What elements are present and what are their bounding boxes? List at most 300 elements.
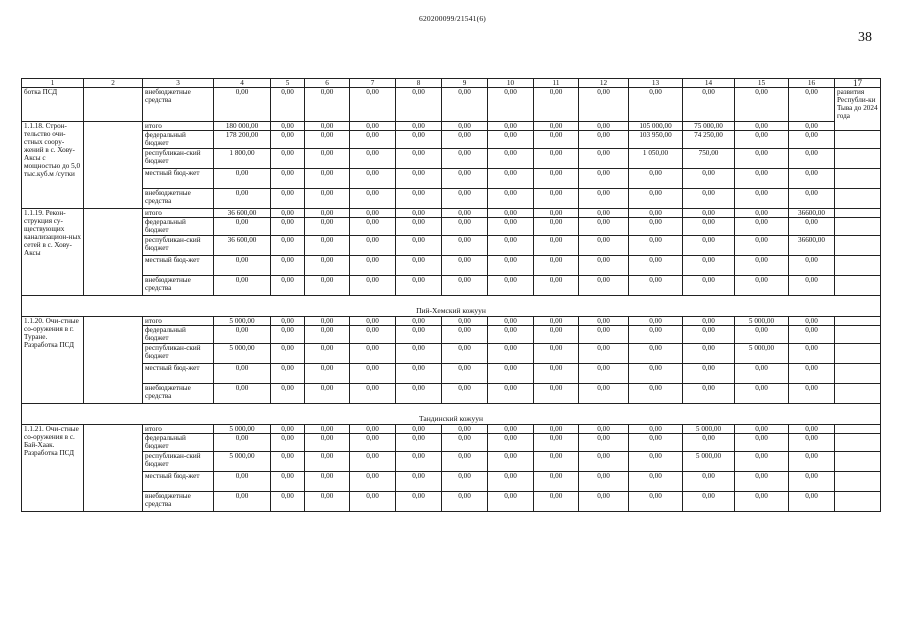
amount-cell: 74 250,00 <box>683 131 735 149</box>
amount-cell: 0,00 <box>534 256 579 276</box>
amount-cell: 0,00 <box>789 344 835 364</box>
amount-cell: 0,00 <box>629 317 683 326</box>
amount-cell: 0,00 <box>214 169 271 189</box>
amount-cell: 0,00 <box>488 364 534 384</box>
amount-cell: 0,00 <box>579 344 629 364</box>
amount-cell: 0,00 <box>396 131 442 149</box>
amount-cell: 75 000,00 <box>683 122 735 131</box>
table-row <box>22 472 881 492</box>
amount-cell: 5 000,00 <box>214 452 271 472</box>
amount-cell: 0,00 <box>683 344 735 364</box>
amount-cell: 0,00 <box>442 122 488 131</box>
amount-cell: 0,00 <box>442 209 488 218</box>
amount-cell: 0,00 <box>305 276 350 296</box>
amount-cell: 0,00 <box>735 256 789 276</box>
amount-cell: 0,00 <box>789 326 835 344</box>
amount-cell: 0,00 <box>442 131 488 149</box>
amount-cell: 0,00 <box>305 384 350 404</box>
amount-cell: 5 000,00 <box>683 425 735 434</box>
column-number: 4 <box>214 79 271 88</box>
amount-cell: 0,00 <box>789 425 835 434</box>
amount-cell: 0,00 <box>350 209 396 218</box>
amount-cell: 0,00 <box>488 452 534 472</box>
result-note <box>835 276 881 296</box>
amount-cell: 0,00 <box>534 472 579 492</box>
page-number: 38 <box>858 30 872 45</box>
amount-cell: 0,00 <box>735 425 789 434</box>
amount-cell: 0,00 <box>442 344 488 364</box>
amount-cell: 0,00 <box>629 189 683 209</box>
amount-cell: 0,00 <box>534 189 579 209</box>
amount-cell: 0,00 <box>629 169 683 189</box>
amount-cell: 0,00 <box>789 384 835 404</box>
amount-cell: 0,00 <box>396 88 442 122</box>
funding-source: федеральный бюджет <box>143 326 214 344</box>
responsible-cell <box>84 209 143 296</box>
column-number: 10 <box>488 79 534 88</box>
column-number: 1 <box>22 79 84 88</box>
funding-source: внебюджетные средства <box>143 189 214 209</box>
amount-cell: 0,00 <box>350 317 396 326</box>
column-number: 13 <box>629 79 683 88</box>
funding-source: федеральный бюджет <box>143 434 214 452</box>
table-row <box>22 492 881 512</box>
amount-cell: 0,00 <box>579 276 629 296</box>
result-note <box>835 209 881 218</box>
amount-cell: 0,00 <box>305 122 350 131</box>
amount-cell: 0,00 <box>350 169 396 189</box>
amount-cell: 0,00 <box>396 317 442 326</box>
amount-cell: 0,00 <box>442 189 488 209</box>
amount-cell: 0,00 <box>305 326 350 344</box>
amount-cell: 0,00 <box>629 209 683 218</box>
amount-cell: 0,00 <box>735 472 789 492</box>
result-note <box>835 236 881 256</box>
amount-cell: 0,00 <box>534 276 579 296</box>
amount-cell: 0,00 <box>396 149 442 169</box>
amount-cell: 0,00 <box>350 256 396 276</box>
amount-cell: 0,00 <box>579 425 629 434</box>
responsible-cell <box>84 317 143 404</box>
funding-source: местный бюд-жет <box>143 256 214 276</box>
amount-cell: 5 000,00 <box>214 317 271 326</box>
amount-cell: 5 000,00 <box>214 425 271 434</box>
responsible-cell <box>84 122 143 209</box>
amount-cell: 0,00 <box>579 326 629 344</box>
amount-cell: 0,00 <box>629 472 683 492</box>
column-number-row <box>22 79 881 88</box>
amount-cell: 0,00 <box>579 236 629 256</box>
amount-cell: 0,00 <box>789 317 835 326</box>
amount-cell: 0,00 <box>629 434 683 452</box>
amount-cell: 0,00 <box>534 122 579 131</box>
amount-cell: 0,00 <box>442 317 488 326</box>
amount-cell: 0,00 <box>579 472 629 492</box>
measure-name: 1.1.18. Строн-тельство очи-стных соору-жений в с. Хову-Аксы с мощностью до 5,0 тыс.куб.м /сутки <box>22 122 84 209</box>
amount-cell: 0,00 <box>579 256 629 276</box>
amount-cell: 0,00 <box>271 384 305 404</box>
amount-cell: 0,00 <box>396 256 442 276</box>
result-note <box>835 169 881 189</box>
amount-cell: 5 000,00 <box>214 344 271 364</box>
amount-cell: 0,00 <box>579 189 629 209</box>
amount-cell: 0,00 <box>534 425 579 434</box>
measure-name: 1.1.19. Рекон-струкция су-ществующих канализацион-ных сетей в с. Хову-Аксы <box>22 209 84 296</box>
amount-cell: 0,00 <box>350 434 396 452</box>
amount-cell: 0,00 <box>305 425 350 434</box>
amount-cell: 0,00 <box>305 364 350 384</box>
amount-cell: 0,00 <box>271 209 305 218</box>
amount-cell: 0,00 <box>789 492 835 512</box>
amount-cell: 0,00 <box>305 434 350 452</box>
amount-cell: 0,00 <box>396 384 442 404</box>
amount-cell: 0,00 <box>396 189 442 209</box>
amount-cell: 0,00 <box>629 236 683 256</box>
amount-cell: 0,00 <box>683 472 735 492</box>
column-number: 8 <box>396 79 442 88</box>
amount-cell: 0,00 <box>488 169 534 189</box>
column-number: 11 <box>534 79 579 88</box>
amount-cell: 0,00 <box>488 189 534 209</box>
amount-cell: 0,00 <box>789 169 835 189</box>
amount-cell: 0,00 <box>579 452 629 472</box>
funding-source: итого <box>143 317 214 326</box>
amount-cell: 0,00 <box>305 317 350 326</box>
amount-cell: 0,00 <box>629 452 683 472</box>
amount-cell: 0,00 <box>579 317 629 326</box>
amount-cell: 0,00 <box>789 218 835 236</box>
funding-source: внебюджетные средства <box>143 492 214 512</box>
amount-cell: 103 950,00 <box>629 131 683 149</box>
funding-source: республикан-ский бюджет <box>143 236 214 256</box>
amount-cell: 0,00 <box>735 364 789 384</box>
amount-cell: 0,00 <box>735 434 789 452</box>
amount-cell: 36600,00 <box>789 209 835 218</box>
amount-cell: 0,00 <box>735 189 789 209</box>
funding-source: внебюджетные средства <box>143 88 214 122</box>
amount-cell: 0,00 <box>683 492 735 512</box>
amount-cell: 0,00 <box>442 434 488 452</box>
result-note <box>835 384 881 404</box>
amount-cell: 0,00 <box>683 189 735 209</box>
amount-cell: 0,00 <box>488 344 534 364</box>
amount-cell: 0,00 <box>789 131 835 149</box>
column-number: 6 <box>305 79 350 88</box>
amount-cell: 0,00 <box>214 88 271 122</box>
amount-cell: 0,00 <box>683 276 735 296</box>
amount-cell: 1 050,00 <box>629 149 683 169</box>
amount-cell: 0,00 <box>683 317 735 326</box>
column-number: 2 <box>84 79 143 88</box>
amount-cell: 0,00 <box>396 472 442 492</box>
amount-cell: 750,00 <box>683 149 735 169</box>
amount-cell: 0,00 <box>396 326 442 344</box>
amount-cell: 0,00 <box>271 492 305 512</box>
amount-cell: 0,00 <box>629 344 683 364</box>
amount-cell: 36 600,00 <box>214 209 271 218</box>
amount-cell: 0,00 <box>271 276 305 296</box>
amount-cell: 0,00 <box>350 425 396 434</box>
funding-source: итого <box>143 209 214 218</box>
amount-cell: 180 000,00 <box>214 122 271 131</box>
result-note <box>835 131 881 149</box>
amount-cell: 0,00 <box>271 364 305 384</box>
amount-cell: 0,00 <box>488 88 534 122</box>
table-row <box>22 434 881 452</box>
funding-source: итого <box>143 122 214 131</box>
amount-cell: 0,00 <box>442 149 488 169</box>
amount-cell: 0,00 <box>579 434 629 452</box>
result-note <box>835 317 881 326</box>
table-row <box>22 364 881 384</box>
amount-cell: 0,00 <box>735 131 789 149</box>
amount-cell: 0,00 <box>629 326 683 344</box>
amount-cell: 0,00 <box>534 452 579 472</box>
amount-cell: 0,00 <box>350 276 396 296</box>
measure-name: 1.1.20. Очи-стные со-оружения в г. Туране. Разработка ПСД <box>22 317 84 404</box>
column-number: 15 <box>735 79 789 88</box>
amount-cell: 0,00 <box>579 88 629 122</box>
amount-cell: 0,00 <box>488 492 534 512</box>
amount-cell: 5 000,00 <box>735 344 789 364</box>
amount-cell: 0,00 <box>789 149 835 169</box>
amount-cell: 0,00 <box>683 88 735 122</box>
amount-cell: 5 000,00 <box>735 317 789 326</box>
amount-cell: 0,00 <box>442 326 488 344</box>
amount-cell: 0,00 <box>305 189 350 209</box>
amount-cell: 0,00 <box>396 425 442 434</box>
amount-cell: 0,00 <box>350 149 396 169</box>
amount-cell: 0,00 <box>488 256 534 276</box>
funding-source: внебюджетные средства <box>143 276 214 296</box>
result-note <box>835 492 881 512</box>
amount-cell: 0,00 <box>534 218 579 236</box>
amount-cell: 0,00 <box>579 218 629 236</box>
amount-cell: 0,00 <box>629 384 683 404</box>
column-number: 16 <box>789 79 835 88</box>
amount-cell: 0,00 <box>271 326 305 344</box>
amount-cell: 0,00 <box>534 384 579 404</box>
table-row <box>22 344 881 364</box>
table-row <box>22 122 881 131</box>
table-row <box>22 236 881 256</box>
amount-cell: 0,00 <box>396 218 442 236</box>
amount-cell: 0,00 <box>735 218 789 236</box>
amount-cell: 0,00 <box>271 88 305 122</box>
budget-table <box>21 78 881 512</box>
responsible-cell <box>84 88 143 122</box>
amount-cell: 105 000,00 <box>629 122 683 131</box>
amount-cell: 0,00 <box>579 169 629 189</box>
amount-cell: 0,00 <box>579 149 629 169</box>
amount-cell: 0,00 <box>350 344 396 364</box>
funding-source: федеральный бюджет <box>143 131 214 149</box>
amount-cell: 0,00 <box>629 364 683 384</box>
amount-cell: 0,00 <box>629 492 683 512</box>
column-number: 14 <box>683 79 735 88</box>
amount-cell: 0,00 <box>579 384 629 404</box>
amount-cell: 0,00 <box>488 122 534 131</box>
amount-cell: 0,00 <box>683 218 735 236</box>
amount-cell: 0,00 <box>735 236 789 256</box>
section-row <box>22 296 881 317</box>
amount-cell: 0,00 <box>396 452 442 472</box>
document-code: 620200099/21541(6) <box>419 14 486 23</box>
amount-cell: 0,00 <box>214 276 271 296</box>
table-body <box>22 79 881 512</box>
amount-cell: 0,00 <box>488 276 534 296</box>
funding-source: республикан-ский бюджет <box>143 149 214 169</box>
amount-cell: 0,00 <box>396 209 442 218</box>
amount-cell: 0,00 <box>488 425 534 434</box>
amount-cell: 0,00 <box>534 317 579 326</box>
result-note <box>835 256 881 276</box>
table-row <box>22 209 881 218</box>
amount-cell: 0,00 <box>350 472 396 492</box>
result-note <box>835 344 881 364</box>
amount-cell: 0,00 <box>442 256 488 276</box>
amount-cell: 0,00 <box>683 209 735 218</box>
column-number: 7 <box>350 79 396 88</box>
amount-cell: 0,00 <box>214 384 271 404</box>
result-note <box>835 149 881 169</box>
table-row <box>22 256 881 276</box>
amount-cell: 0,00 <box>214 472 271 492</box>
amount-cell: 0,00 <box>271 425 305 434</box>
funding-source: местный бюд-жет <box>143 364 214 384</box>
amount-cell: 0,00 <box>534 364 579 384</box>
amount-cell: 0,00 <box>735 492 789 512</box>
amount-cell: 0,00 <box>271 434 305 452</box>
amount-cell: 0,00 <box>442 88 488 122</box>
amount-cell: 0,00 <box>305 131 350 149</box>
amount-cell: 0,00 <box>350 492 396 512</box>
result-note: развития Республи-ки Тыва до 2024 года <box>835 88 881 131</box>
amount-cell: 0,00 <box>683 384 735 404</box>
amount-cell: 0,00 <box>271 149 305 169</box>
amount-cell: 0,00 <box>396 169 442 189</box>
amount-cell: 0,00 <box>350 131 396 149</box>
amount-cell: 0,00 <box>789 256 835 276</box>
column-number: 17 <box>835 79 881 88</box>
amount-cell: 0,00 <box>534 149 579 169</box>
amount-cell: 0,00 <box>396 492 442 512</box>
amount-cell: 0,00 <box>271 452 305 472</box>
amount-cell: 0,00 <box>579 492 629 512</box>
table-row <box>22 317 881 326</box>
amount-cell: 0,00 <box>214 434 271 452</box>
amount-cell: 0,00 <box>789 122 835 131</box>
amount-cell: 0,00 <box>629 218 683 236</box>
funding-source: республикан-ский бюджет <box>143 452 214 472</box>
amount-cell: 0,00 <box>271 131 305 149</box>
amount-cell: 0,00 <box>214 218 271 236</box>
result-note <box>835 364 881 384</box>
amount-cell: 0,00 <box>271 122 305 131</box>
responsible-cell <box>84 425 143 512</box>
amount-cell: 0,00 <box>534 434 579 452</box>
amount-cell: 0,00 <box>488 326 534 344</box>
result-note <box>835 472 881 492</box>
amount-cell: 0,00 <box>271 236 305 256</box>
amount-cell: 0,00 <box>789 434 835 452</box>
amount-cell: 0,00 <box>579 364 629 384</box>
amount-cell: 0,00 <box>534 344 579 364</box>
amount-cell: 0,00 <box>214 492 271 512</box>
amount-cell: 0,00 <box>735 384 789 404</box>
table-row <box>22 218 881 236</box>
funding-source: итого <box>143 425 214 434</box>
section-title: Пий-Хемский кожуун <box>22 296 881 317</box>
table-row <box>22 326 881 344</box>
amount-cell: 0,00 <box>271 189 305 209</box>
amount-cell: 0,00 <box>534 131 579 149</box>
amount-cell: 178 200,00 <box>214 131 271 149</box>
table-row <box>22 425 881 434</box>
amount-cell: 0,00 <box>629 425 683 434</box>
amount-cell: 0,00 <box>488 149 534 169</box>
amount-cell: 0,00 <box>350 218 396 236</box>
column-number: 5 <box>271 79 305 88</box>
amount-cell: 0,00 <box>629 256 683 276</box>
amount-cell: 0,00 <box>735 326 789 344</box>
amount-cell: 0,00 <box>396 276 442 296</box>
amount-cell: 0,00 <box>305 256 350 276</box>
section-row <box>22 404 881 425</box>
amount-cell: 0,00 <box>396 236 442 256</box>
amount-cell: 0,00 <box>534 209 579 218</box>
funding-source: местный бюд-жет <box>143 472 214 492</box>
amount-cell: 0,00 <box>214 256 271 276</box>
amount-cell: 0,00 <box>442 452 488 472</box>
result-note <box>835 326 881 344</box>
table-row <box>22 276 881 296</box>
amount-cell: 0,00 <box>789 88 835 122</box>
amount-cell: 0,00 <box>683 326 735 344</box>
amount-cell: 0,00 <box>214 189 271 209</box>
amount-cell: 0,00 <box>350 88 396 122</box>
amount-cell: 0,00 <box>350 364 396 384</box>
amount-cell: 0,00 <box>350 122 396 131</box>
result-note <box>835 425 881 434</box>
measure-name: 1.1.21. Очи-стные со-оружения в с. Бай-Хаак. Разработка ПСД <box>22 425 84 512</box>
amount-cell: 0,00 <box>271 218 305 236</box>
amount-cell: 0,00 <box>534 326 579 344</box>
amount-cell: 0,00 <box>488 472 534 492</box>
amount-cell: 0,00 <box>271 256 305 276</box>
amount-cell: 0,00 <box>350 189 396 209</box>
amount-cell: 0,00 <box>305 344 350 364</box>
amount-cell: 0,00 <box>683 256 735 276</box>
amount-cell: 0,00 <box>442 472 488 492</box>
table-row <box>22 88 881 122</box>
measure-name: ботка ПСД <box>22 88 84 122</box>
amount-cell: 0,00 <box>735 452 789 472</box>
amount-cell: 0,00 <box>271 169 305 189</box>
amount-cell: 0,00 <box>683 169 735 189</box>
amount-cell: 0,00 <box>305 452 350 472</box>
amount-cell: 0,00 <box>350 326 396 344</box>
amount-cell: 0,00 <box>442 384 488 404</box>
amount-cell: 0,00 <box>305 169 350 189</box>
amount-cell: 0,00 <box>488 131 534 149</box>
funding-source: федеральный бюджет <box>143 218 214 236</box>
table-row <box>22 131 881 149</box>
amount-cell: 0,00 <box>442 276 488 296</box>
amount-cell: 0,00 <box>579 122 629 131</box>
funding-source: местный бюд-жет <box>143 169 214 189</box>
amount-cell: 0,00 <box>579 131 629 149</box>
